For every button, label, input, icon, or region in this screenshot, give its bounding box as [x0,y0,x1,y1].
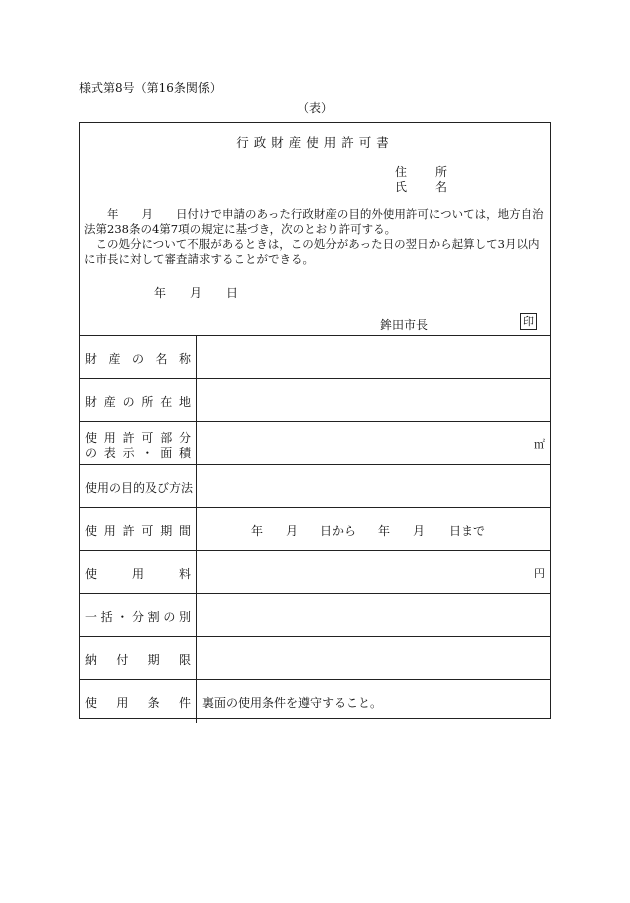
side-label: （表） [296,101,333,115]
to-month: 月 [413,524,426,538]
row-label: 納付期限 [85,653,191,667]
row-label: 財産の所在地 [85,395,191,409]
fee-unit: 円 [534,567,545,580]
row-label: 使用の目的及び方法 [85,481,194,495]
permit-body [84,207,550,267]
from-month: 月 [286,524,299,538]
issuer-name: 鉾田市長 [380,318,429,332]
address-label: 住 所 [395,165,456,179]
permit-paragraph: 年 月 日付けで申請のあった行政財産の目的外使用許可については，地方自治法第238条の4第7項の規定に基づき，次のとおり許可する。 [84,207,544,236]
to-day: 日まで [449,524,486,538]
row-property-name [80,336,550,379]
form-number: 様式第8号（第16条関係） [79,81,222,95]
to-year: 年 [378,524,391,538]
seal-stamp: 印 [520,313,537,330]
row-label: 使用条件 [85,696,191,710]
from-year: 年 [251,524,264,538]
name-label: 氏 名 [395,180,456,194]
permit-document [79,122,551,719]
issue-date: 年 月 日 [154,286,239,300]
row-property-location [80,379,550,422]
area-unit: ㎡ [534,438,545,451]
document-title: 行政財産使用許可書 [236,135,394,150]
row-deadline [80,637,550,680]
row-label: 使 用 料 [85,567,191,581]
document-header [80,123,550,336]
row-fee [80,551,550,594]
row-conditions [80,680,550,723]
row-label-line1: 使用許可部分 [85,431,191,445]
conditions-value: 裏面の使用条件を遵守すること。 [202,696,383,710]
appeal-paragraph: この処分について不服があるときは，この処分があった日の翌日から起算して3月以内に市長に対して審査請求することができる。 [84,237,540,266]
row-label: 財産の名称 [85,352,191,366]
from-day: 日から [320,524,357,538]
row-label: 一括・分割の別 [85,610,191,624]
row-purpose [80,465,550,508]
row-payment-type [80,594,550,637]
row-period [80,508,550,551]
row-label: 使用許可期間 [85,524,191,538]
row-area [80,422,550,465]
row-label-line2: の表示・面積 [85,446,191,460]
